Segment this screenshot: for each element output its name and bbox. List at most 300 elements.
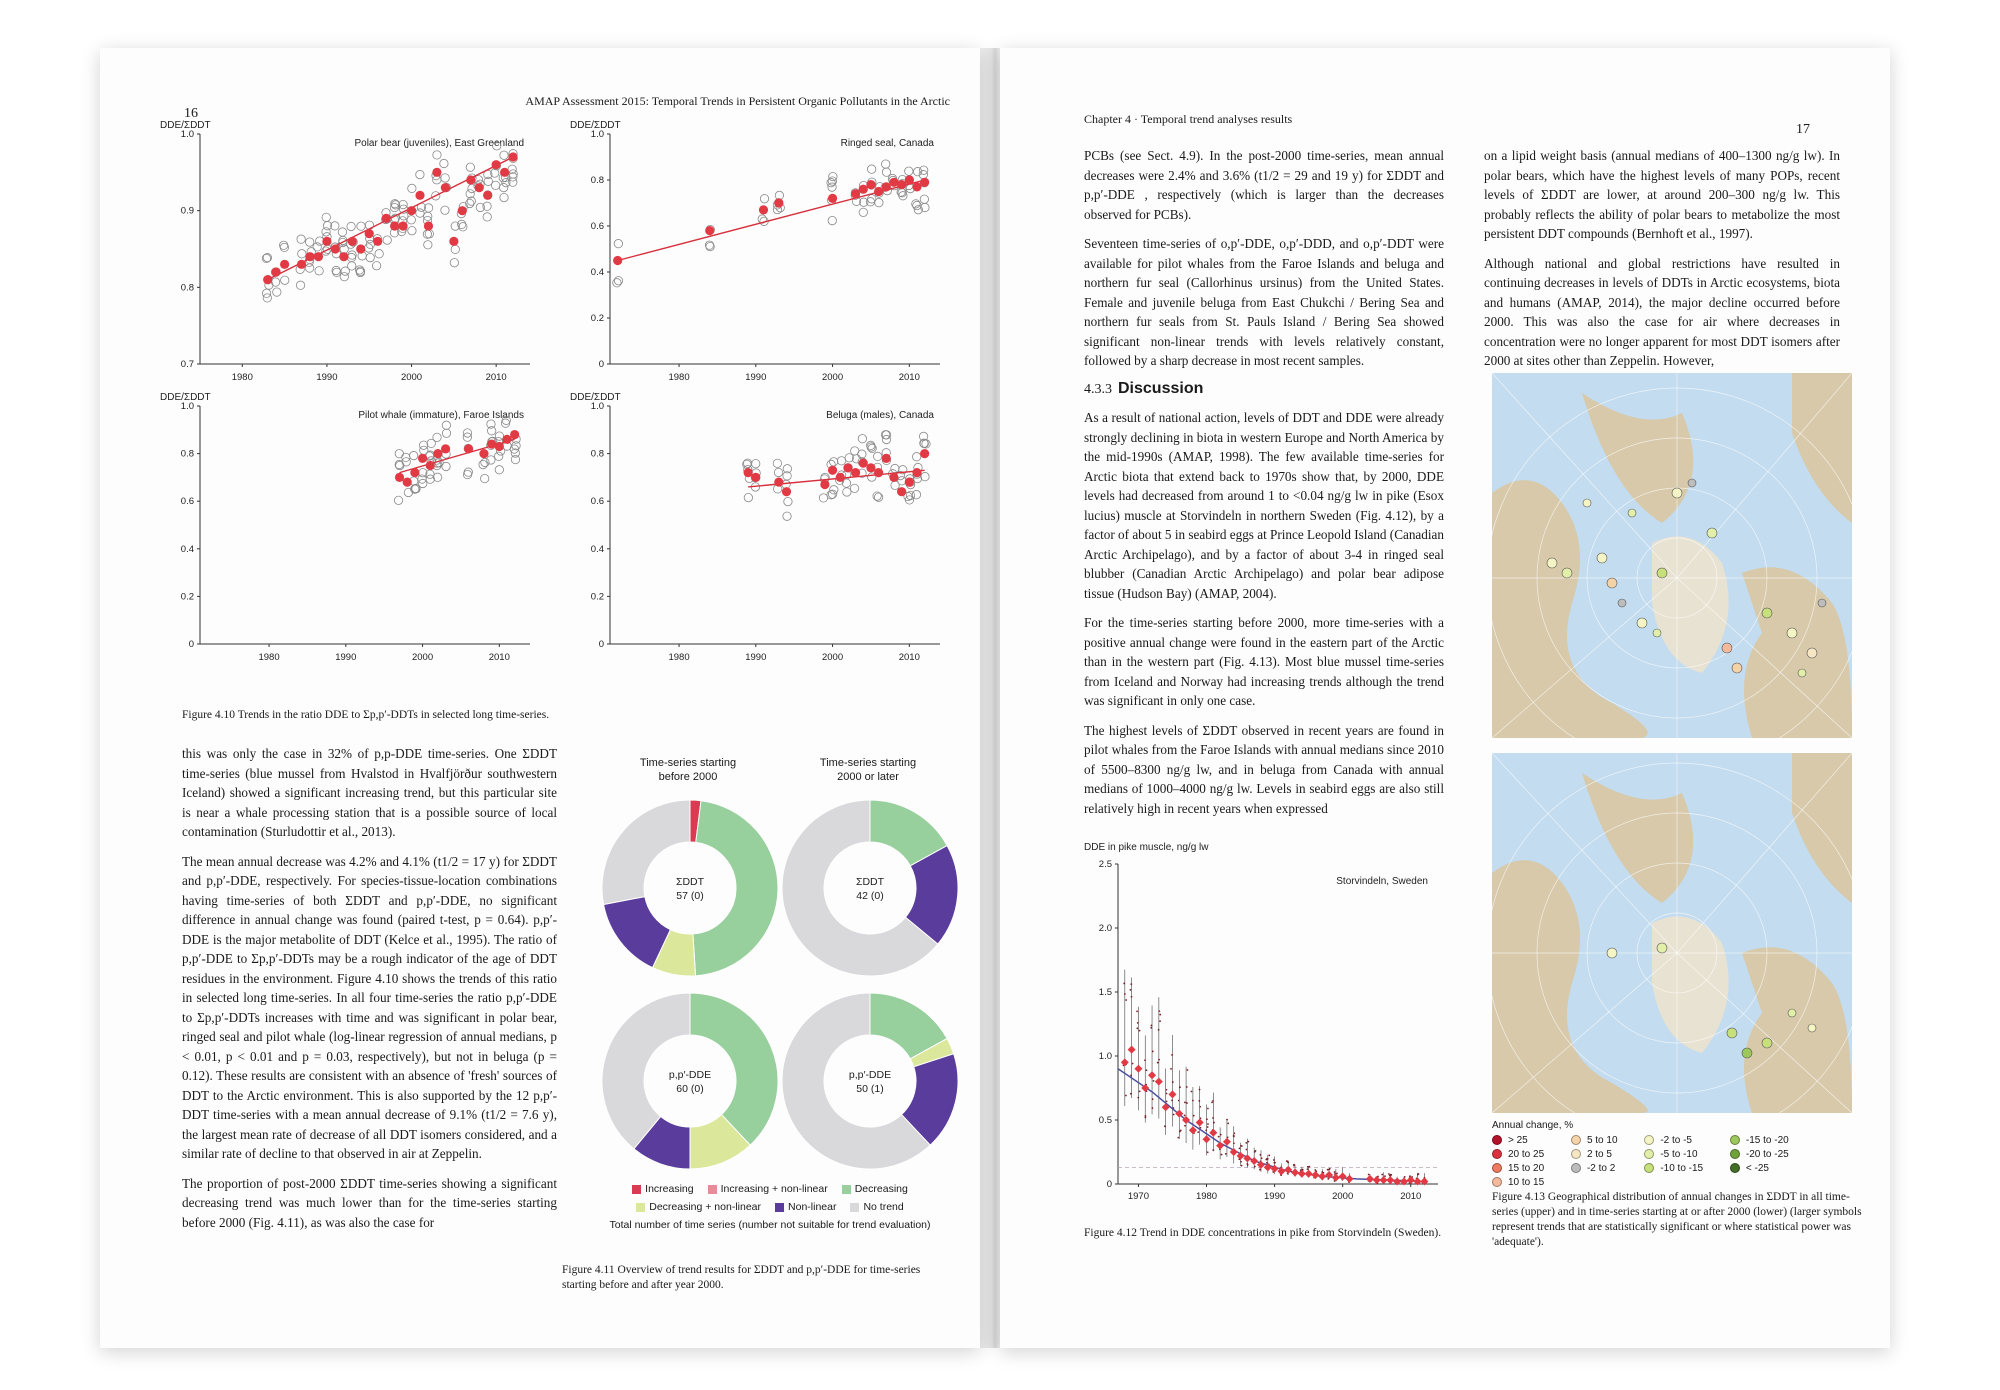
median-point [1407,1176,1415,1184]
y-axis-label: DDE/ΣDDT [570,120,621,131]
sample-point [1384,1175,1386,1177]
sample-point [867,165,875,173]
paragraph: As a result of national action, levels of DDT and DDE were already strongly declining in biota in western Europe and North America by the mid-1990s (AMAP, 1998). The few available time-series for Arctic biota that extend back to 1970s show that, by 2000, DDE levels had decreased from around 1 to <0.04 ng/g lw in pike (Esox lucius) muscle at Storvindeln in northern Sweden (Fig. 4.12), by a factor of about 5 in seabird eggs at Prince Leopold Island (Canadian Arctic Archipelago), and by a factor of about 3-4 in ringed seal blubber (Canadian Arctic Archipelago) and polar bear adipose tissue (Hudson Bay) (AMAP, 2004). [1084,410,1444,601]
median-point [613,256,622,265]
sample-point [1212,1100,1214,1102]
sample-point [495,466,503,474]
sample-point [1124,993,1126,995]
y-tick-label: 0.4 [180,543,194,555]
median-point [475,183,484,192]
sample-point [1227,1122,1229,1124]
sample-point [1159,1014,1161,1016]
sample-point [881,160,889,168]
legend-item: No trend [850,1201,903,1213]
donut-title: p,p′-DDE [668,1069,712,1081]
sample-point [1146,1069,1148,1071]
sample-point [1255,1150,1257,1152]
sample-point [1171,1099,1173,1101]
median-point [492,160,501,169]
sample-point [395,449,403,457]
sample-point [1207,1151,1209,1153]
median-point [280,260,289,269]
y-tick-label: 0.7 [180,359,194,370]
y-tick-label: 0 [1106,1179,1112,1190]
x-tick-label: 2000 [411,652,434,663]
donut-title: p,p′-DDE [848,1069,892,1081]
sample-point [442,429,450,437]
chart-title: Storvindeln, Sweden [1336,876,1428,887]
sample-point [425,230,433,238]
median-point [410,468,419,477]
figure-4-12-caption: Figure 4.12 Trend in DDE concentrations in pike from Storvindeln (Sweden). [1084,1227,1442,1239]
legend-item: Decreasing + non-linear [636,1201,761,1213]
median-point [843,463,852,472]
sample-point [1220,1134,1222,1136]
median-point [305,252,314,261]
sample-point [1221,1154,1223,1156]
sample-point [338,228,346,236]
map-legend-col: -2 to -5 -5 to -10 -10 to -15 [1644,1134,1703,1176]
scatter-beluga [570,392,940,663]
sample-point [912,453,920,461]
sample-point [1274,1162,1276,1164]
legend-item: Increasing [632,1183,693,1195]
median-point [828,466,837,475]
sample-point [271,278,279,286]
sample-point [1286,1160,1288,1162]
sample-point [423,230,431,238]
median-point [866,463,875,472]
sample-point [1226,1119,1228,1121]
x-tick-label: 1990 [745,372,767,383]
median-point [1155,1078,1163,1086]
sample-point [1213,1122,1215,1124]
map-upper [1492,373,1852,738]
median-point [1339,1172,1347,1180]
figure-4-11-caption: Figure 4.11 Overview of trend results for ΣDDT and p,p′-DDE for time-series starting before and after year 2000. [562,1264,921,1291]
sample-point [850,484,858,492]
y-tick-label: 1.0 [590,129,604,140]
x-tick-label: 1990 [316,372,338,383]
donut-title: ΣDDT [855,876,885,888]
smooth-line [1118,1069,1424,1182]
map-legend-col: 5 to 10 2 to 5 -2 to 2 [1571,1134,1618,1176]
sample-point [891,464,899,472]
sample-point [1171,1054,1173,1056]
donut-count: 50 (1) [856,1083,884,1095]
x-tick-label: 1990 [745,652,767,663]
median-point [905,478,914,487]
sample-point [281,276,289,284]
sample-point [882,435,890,443]
median-point [1189,1126,1197,1134]
sample-point [614,239,622,247]
chart-title: Pilot whale (immature), Faroe Islands [358,410,524,421]
sample-point [273,288,281,296]
sample-point [1212,1149,1214,1151]
donut-sddt-before-2000 [602,800,778,976]
sample-point [1166,1100,1168,1102]
median-point [426,461,435,470]
sample-point [450,259,458,267]
fig411-footnote: Total number of time series (number not suitable for trend evaluation) [609,1219,931,1231]
median-point [912,182,921,191]
chart-title: Ringed seal, Canada [840,138,934,149]
sample-point [819,494,827,502]
page-number-left: 16 [184,106,198,121]
median-point [774,198,783,207]
median-point [1250,1157,1258,1165]
sample-point [441,206,449,214]
median-point [1366,1175,1374,1183]
sample-point [1130,989,1132,991]
sample-point [322,228,330,236]
running-header-left: AMAP Assessment 2015: Temporal Trends in Persistent Organic Pollutants in the Arctic [525,94,950,108]
sample-point [1158,1059,1160,1061]
figure-4-13-caption: Figure 4.13 Geographical distribution of annual changes in ΣDDT in all time-series (upper) and in time-series starting at or after 2000 (lower) (larger symbols represent trends that are statistically significant or where statistical power was 'adequate'). [1492,1191,1862,1248]
median-point [449,237,458,246]
sample-point [921,472,929,480]
sample-point [1125,999,1127,1001]
x-tick-label: 1980 [1195,1191,1218,1202]
median-point [882,182,891,191]
median-point [432,168,441,177]
sample-point [1145,1115,1147,1117]
sample-point [1218,1136,1220,1138]
sample-point [1199,1089,1201,1091]
median-point [483,191,492,200]
sample-point [433,473,441,481]
sample-point [1152,1051,1154,1053]
y-tick-label: 0.8 [590,175,604,186]
median-point [458,206,467,215]
line-chart-storvindeln [1084,842,1438,1202]
section-heading [1084,380,1203,398]
x-tick-label: 1990 [1264,1191,1286,1202]
y-tick-label: 1.0 [1098,1051,1112,1062]
sample-point [298,250,306,258]
y-tick-label: 0.5 [1098,1115,1112,1126]
sample-point [1184,1102,1186,1104]
sample-point [424,241,432,249]
median-point [390,221,399,230]
paragraph: on a lipid weight basis (annual medians of 400–1300 ng/g lw). In polar bears, which have the highest levels of many POPs, recent levels of ΣDDT are lower, at around 200–300 ng/g lw. This probably reflects the ability of polar bears to metabolize the most persistent DDT compounds (Bernhoft et al., 1997). [1484,148,1840,241]
median-point [744,468,753,477]
median-point [331,244,340,253]
sample-point [1368,1174,1370,1176]
median-point [1128,1046,1136,1054]
median-point [912,468,921,477]
left-body-column [182,744,557,1242]
sample-point [1139,1030,1141,1032]
sample-point [1132,1063,1134,1065]
median-point [424,221,433,230]
sample-point [1197,1131,1199,1133]
sample-point [1246,1149,1248,1151]
sample-point [1308,1166,1310,1168]
median-point [759,205,768,214]
fig411-col2-title: Time-series starting 2000 or later [819,757,917,783]
median-point [828,194,837,203]
legend-item: Non-linear [775,1201,836,1213]
map-legend-title: Annual change, % [1492,1120,1574,1131]
sample-point [752,460,760,468]
sample-point [1261,1157,1263,1159]
sample-point [1205,1129,1207,1131]
sample-point [744,493,752,501]
sample-point [1150,1027,1152,1029]
sample-point [873,452,881,460]
y-tick-label: 0.6 [180,496,194,508]
median-point [464,444,473,453]
donut-count: 42 (0) [856,890,884,902]
sample-point [480,474,488,482]
median-point [1121,1058,1129,1066]
x-tick-label: 1980 [258,652,280,663]
sample-point [1239,1148,1241,1150]
swatch [708,1185,717,1194]
x-tick-label: 1980 [668,652,690,663]
x-tick-label: 1980 [231,372,253,383]
map-lower-graphic [1492,753,1852,1113]
y-tick-label: 1.0 [180,401,194,412]
sample-point [1241,1165,1243,1167]
y-tick-label: 1.5 [1098,987,1112,998]
sample-point [1123,983,1125,985]
x-tick-label: 2010 [485,372,507,383]
median-point [466,175,475,184]
donut-ppdde-after-2000 [782,993,958,1169]
paragraph: Seventeen time-series of o,p′-DDE, o,p′-DDD, and o,p′-DDT were available for pilot whales from the Faroe Islands and beluga and northern fur seal (Callorhinus ursinus) from the United States. Female and juvenile beluga from East Chukchi / Bering Sea and northern fur seals from St. Pauls Island / Bering Sea showed significant non-linear trends with levels relatively constant, followed by a sharp decrease in most recent samples. [1084,236,1444,368]
median-point [1162,1103,1170,1111]
sample-point [500,193,508,201]
sample-point [843,488,851,496]
sample-point [1164,1125,1166,1127]
sample-point [1259,1154,1261,1156]
sample-point [829,458,837,466]
sample-point [828,216,836,224]
median-point [882,454,891,463]
donut-title: ΣDDT [675,876,705,888]
sample-point [262,289,270,297]
sample-point [1207,1123,1209,1125]
sample-point [372,262,380,270]
sample-point [499,183,507,191]
y-tick-label: 2.5 [1098,859,1112,870]
sample-point [1177,1137,1179,1139]
paragraph: For the time-series starting before 2000, more time-series with a positive annual change were found in the eastern part of the Arctic than in the western part (Fig. 4.13). Most blue mussel time-series from Iceland and Norway had increasing trends although the trend was significant in only one case. [1084,615,1444,708]
median-point [1148,1071,1156,1079]
median-point [1134,1065,1142,1073]
y-tick-label: 0.2 [180,591,194,603]
median-point [502,435,511,444]
swatch [632,1185,641,1194]
chart-title: Polar bear (juveniles), East Greenland [354,138,524,149]
paragraph: this was only the case in 32% of p,p-DDE time-series. One ΣDDT time-series (blue mussel from Hvalstod in Hvalfjörður southwestern Iceland) showed a significant increasing trend, but this particular site is near a whale processing station that is a possible source of local contamination (Sturludottir et al., 2013). [182,746,557,839]
sample-point [613,279,621,287]
pie-slice [602,800,690,904]
sample-point [1293,1164,1295,1166]
median-point [866,180,875,189]
median-point [1209,1129,1217,1137]
sample-point [1418,1173,1420,1175]
y-tick-label: 2.0 [1098,923,1112,934]
sample-point [858,450,866,458]
sample-point [1130,983,1132,985]
sample-point [1233,1135,1235,1137]
sample-point [1245,1142,1247,1144]
right-page [1000,48,1890,1348]
median-point [1325,1171,1333,1179]
sample-point [912,490,920,498]
median-point [339,252,348,261]
sample-point [783,512,791,520]
median-point [495,442,504,451]
median-point [851,189,860,198]
x-tick-label: 2010 [1400,1191,1422,1202]
y-tick-label: 0 [188,639,194,650]
sample-point [920,195,928,203]
median-point [1345,1175,1353,1183]
sample-point [1179,1086,1181,1088]
median-point [398,221,407,230]
sample-point [1179,1131,1181,1133]
x-tick-label: 1990 [335,652,357,663]
sample-point [1192,1100,1194,1102]
median-point [433,449,442,458]
median-point [508,152,517,161]
median-point [897,487,906,496]
sample-point [1172,1081,1174,1083]
sample-point [1187,1069,1189,1071]
paragraph: PCBs (see Sect. 4.9). In the post-2000 time-series, mean annual decreases were 2.4% and 3.6% (t1/2 = 29 and 19 y) for ΣDDT and p,p′-DDE , respectively (which is larger than the decreases observed for PCBs). [1084,148,1444,222]
median-point [1332,1174,1340,1182]
sample-point [1191,1091,1193,1093]
sample-point [1207,1126,1209,1128]
median-point [1168,1090,1176,1098]
sample-point [1327,1169,1329,1171]
y-tick-label: 0.4 [590,543,604,555]
sample-point [875,198,883,206]
median-point [314,252,323,261]
sample-point [1178,1100,1180,1102]
y-tick-label: 0.8 [180,448,194,460]
y-tick-label: 0.6 [590,496,604,508]
sample-point [1152,1107,1154,1109]
sample-point [466,163,474,171]
sample-point [859,208,867,216]
sample-point [1247,1141,1249,1143]
figure-4-12 [1078,838,1458,1218]
sample-point [905,167,913,175]
fig411-legend [570,1183,970,1231]
sample-point [416,170,424,178]
paragraph: The highest levels of ΣDDT observed in recent years are found in pilot whales from the Faroe Islands with annual medians since 2010 of 5500–8300 ng/g lw, and in beluga from Canada with annual medians of 1000–4000 ng/g lw. Levels in seabird eggs are also still relatively high in recent years when expressed [1084,722,1444,816]
sample-point [416,209,424,217]
median-point [418,454,427,463]
sample-point [408,226,416,234]
x-tick-label: 2010 [488,652,510,663]
sample-point [1144,1059,1146,1061]
x-tick-label: 2000 [400,372,423,383]
sample-point [1130,1093,1132,1095]
y-tick-label: 0.8 [180,282,194,294]
median-point [395,473,404,482]
sample-point [1158,1010,1160,1012]
sample-point [442,421,450,429]
median-point [441,183,450,192]
median-point [782,487,791,496]
median-point [1386,1176,1394,1184]
scatter-pilot-whale [160,392,530,663]
median-point [510,430,519,439]
median-point [365,229,374,238]
sample-point [511,455,519,463]
sample-point [1144,1117,1146,1119]
sample-point [1157,1062,1159,1064]
legend-item: Increasing + non-linear [708,1183,828,1195]
donut-sddt-after-2000 [782,800,958,976]
sample-point [442,462,450,470]
median-point [356,244,365,253]
y-tick-label: 0 [598,639,604,650]
sample-point [1259,1169,1261,1171]
median-point [297,260,306,269]
median-point [322,237,331,246]
y-tick-label: 1.0 [180,129,194,140]
sample-point [1240,1145,1242,1147]
median-point [1373,1176,1381,1184]
sample-point [1267,1158,1269,1160]
scatter-polar-bear [160,120,530,383]
sample-point [774,468,782,476]
sample-point [1130,1075,1132,1077]
sample-point [366,253,374,261]
sample-point [483,213,491,221]
median-point [479,449,488,458]
median-point [920,178,929,187]
left-page [100,48,980,1348]
fig411-col1-title: Time-series starting before 2000 [639,757,737,783]
figure-4-10 [150,116,950,676]
sample-point [441,174,449,182]
sample-point [409,451,417,459]
median-point [382,214,391,223]
sample-point [614,277,622,285]
y-tick-label: 0.2 [590,313,604,324]
sample-point [1131,996,1133,998]
sample-point [898,477,906,485]
median-point [1311,1171,1319,1179]
paragraph: The mean annual decrease was 4.2% and 4.1% (t1/2 = 17 y) for ΣDDT and p,p′-DDE, respectively. For species-tissue-location combinations having time-series of both ΣDDT and p,p′-DDE, no significant difference in annual change was found (paired t-test, p = 0.64). p,p′-DDE is the major metabolite of DDT (Kelce et al., 1995). The ratio of p,p′-DDE to Σp,p′-DDTs may be a rough indicator of the age of DDT residues in the environment. Figure 4.10 shows the trends of this ratio in selected long time-series. In all four time-series the ratio p,p′-DDE to Σp,p′-DDTs increases with time and was significant in polar bear, ringed seal and pilot whale (log-linear regression of annual medians, p < 0.01, p < 0.01 and p = 0.03, respectively), but not in beluga (p = 0.12). These results are consistent with an absence of 'fresh' sources of DDT to the Arctic environment. This is also supported by the 12 p,p′-DDT time-series with a mean annual decrease of 9.1% (t1/2 = 7.6 y), the largest mean rate of decrease of all DDT isomers considered, and a similar rate of decline to that observed in air at Zeppelin. [182,853,557,1161]
median-point [820,480,829,489]
sample-point [1233,1132,1235,1134]
sample-point [440,159,448,167]
sample-point [1199,1106,1201,1108]
sample-point [408,184,416,192]
sample-point [1193,1115,1195,1117]
y-tick-label: 0 [598,359,604,370]
swatch [850,1203,859,1212]
sample-point [1152,1098,1154,1100]
sample-point [1254,1166,1256,1168]
sample-point [419,441,427,449]
sample-point [1207,1108,1209,1110]
sample-point [1166,1093,1168,1095]
sample-point [315,267,323,275]
median-point [500,168,509,177]
median-point [705,226,714,235]
